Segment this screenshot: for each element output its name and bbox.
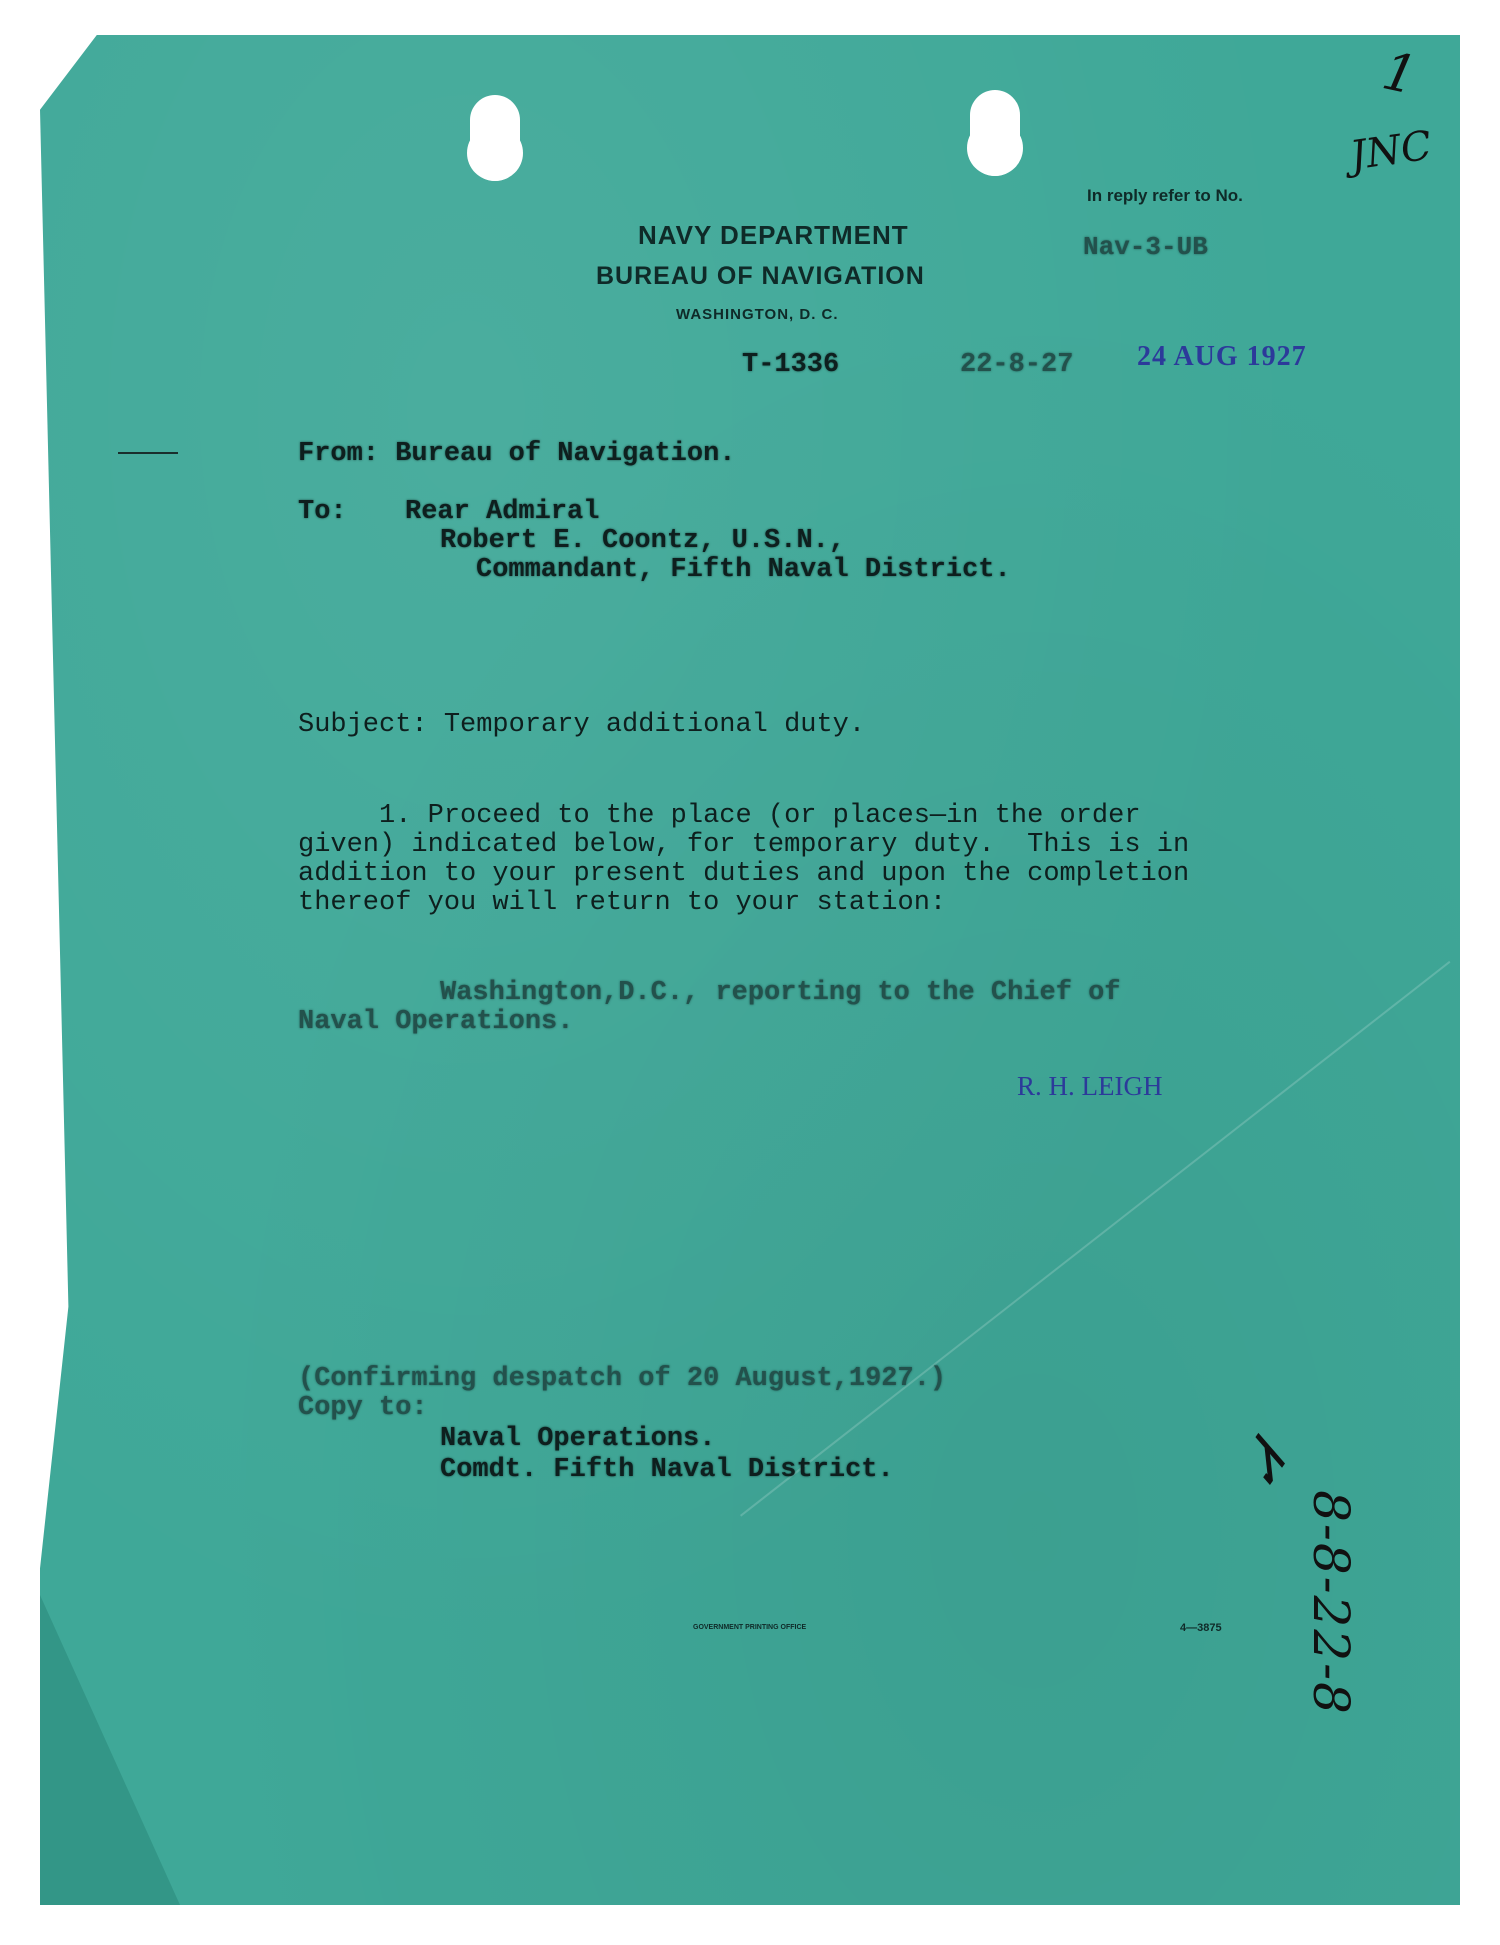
copy-label: Copy to: — [298, 1393, 428, 1423]
file-code: T-1336 — [742, 350, 840, 380]
from-line: From: Bureau of Navigation. — [298, 439, 736, 469]
to-name: Robert E. Coontz, U.S.N., — [440, 526, 846, 556]
margin-dash — [118, 452, 178, 454]
printer-imprint: GOVERNMENT PRINTING OFFICE — [693, 1624, 807, 1631]
paper-crease — [740, 961, 1450, 1517]
to-title: Commandant, Fifth Naval District. — [476, 555, 1011, 585]
handwritten-side-note: 8-8-22-8 — [1301, 1490, 1360, 1716]
punch-hole-right — [970, 90, 1020, 176]
to-rank: Rear Admiral — [405, 497, 600, 527]
confirmation-line: (Confirming despatch of 20 August,1927.) — [298, 1364, 947, 1394]
reply-refer-label: In reply refer to No. — [1087, 186, 1243, 205]
body-line-2: given) indicated below, for temporary duty. This is in — [298, 830, 1190, 860]
signature-stamp: R. H. LEIGH — [1017, 1071, 1163, 1101]
location-heading: WASHINGTON, D. C. — [676, 306, 839, 323]
copy-recipient-2: Comdt. Fifth Naval District. — [440, 1455, 894, 1485]
body-line-1: 1. Proceed to the place (or places—in the order — [298, 801, 1141, 831]
destination-line-2: Naval Operations. — [298, 1007, 574, 1037]
reply-number: Nav-3-UB — [1083, 232, 1208, 262]
handwritten-corner-mark: 1 — [1377, 41, 1422, 107]
handwritten-initials: JNC — [1347, 122, 1435, 180]
bureau-heading: BUREAU OF NAVIGATION — [596, 262, 925, 290]
subject-line: Subject: Temporary additional duty. — [298, 710, 866, 740]
typed-date: 22-8-27 — [960, 350, 1074, 380]
to-label: To: — [298, 497, 347, 527]
folded-corner — [40, 1595, 180, 1905]
date-stamp: 24 AUG 1927 — [1137, 341, 1307, 372]
destination-line-1: Washington,D.C., reporting to the Chief of — [440, 978, 1121, 1008]
body-line-4: thereof you will return to your station: — [298, 888, 947, 918]
punch-hole-left — [470, 95, 520, 181]
copy-recipient-1: Naval Operations. — [440, 1424, 716, 1454]
handwritten-check-mark: Ꮧ — [1229, 1432, 1298, 1492]
department-heading: NAVY DEPARTMENT — [638, 220, 909, 250]
body-line-3: addition to your present duties and upon the completion — [298, 859, 1190, 889]
form-number: 4—3875 — [1180, 1622, 1222, 1634]
